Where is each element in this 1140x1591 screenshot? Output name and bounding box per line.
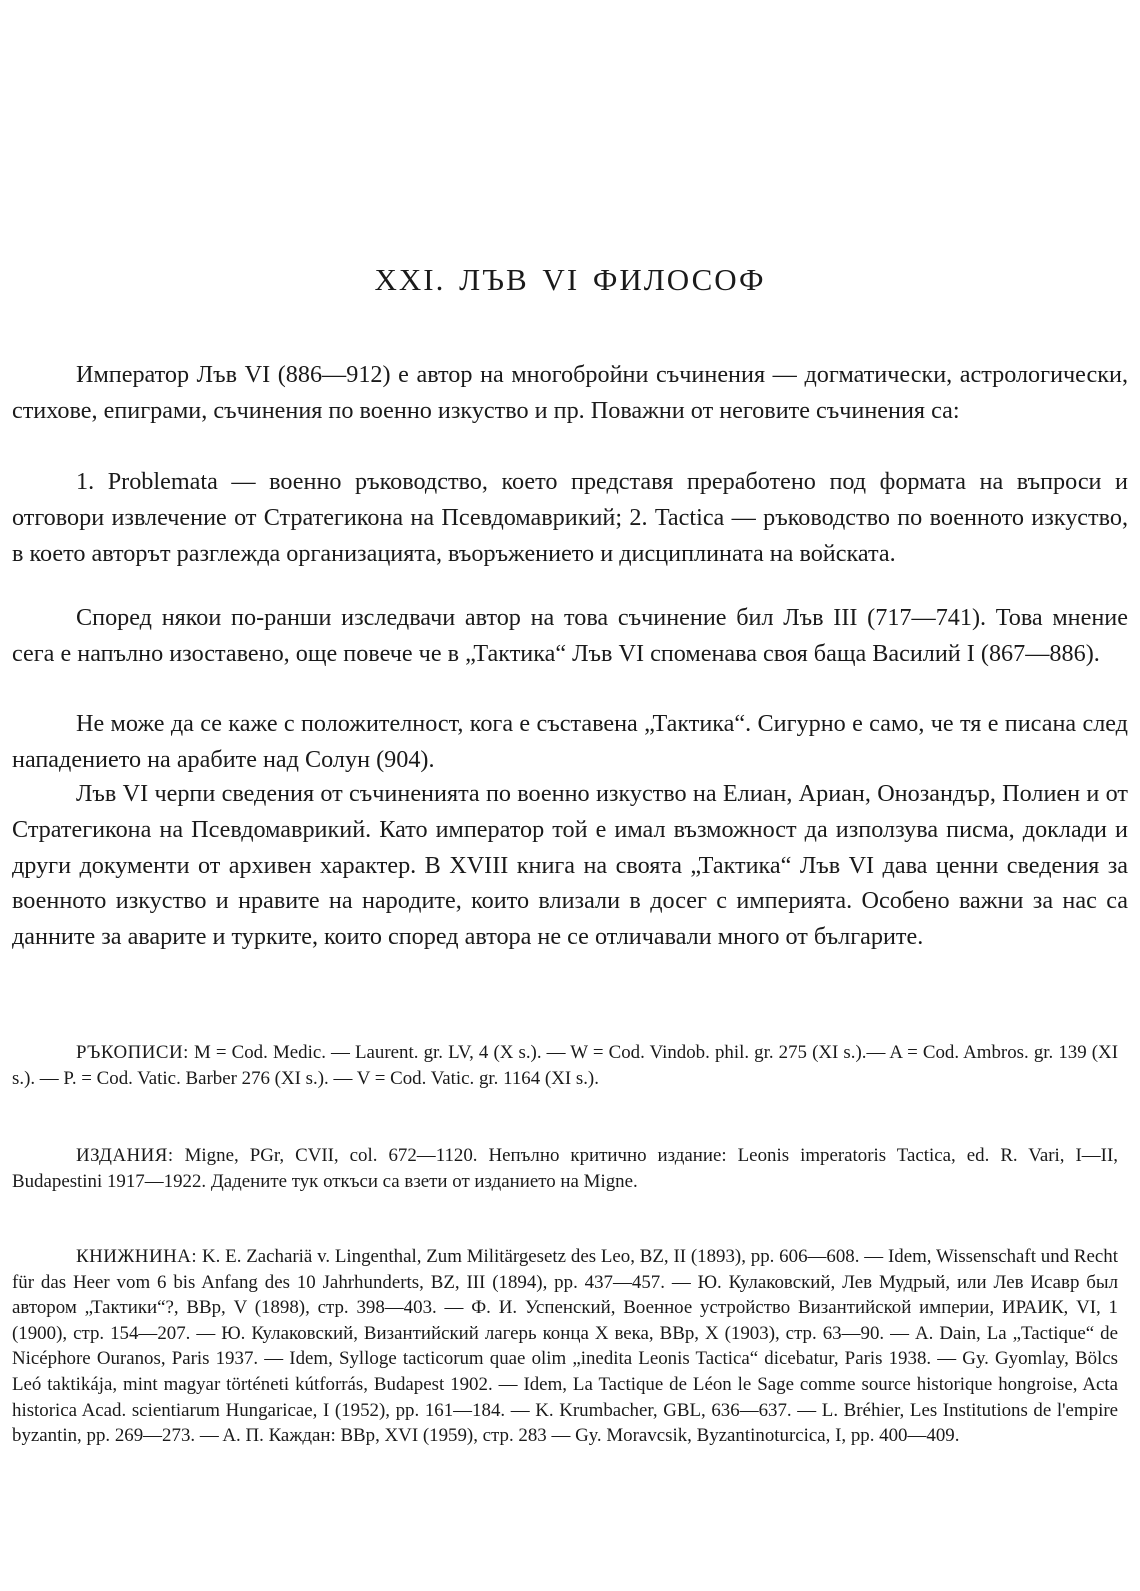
literature-block — [12, 1244, 1118, 1449]
literature-text: K. E. Zachariä v. Lingenthal, Zum Militärgesetz des Leo, BZ, II (1893), pp. 606—608. — Idem, Wissenschaft und Recht für das Heer vom 6 bis Anfang des 10 Jahrhunderts, BZ, III (1894), pp. 437—457. — Ю. Кулаковский, Лев Мудрый, или Лев Исавр был автором „Тактики“?, ВВр, V (1898), стр. 398—403. — Ф. И. Успенский, Военное устройство Византийской империи, ИРАИК, VI, 1 (1900), стр. 154—207. — Ю. Кулаковский, Византийский лагерь конца X века, ВВр, X (1903), стр. 63—90. — A. Dain, La „Tactique“ de Nicéphore Ouranos, Paris 1937. — Idem, Sylloge tacticorum quae olim „inedita Leonis Tactica“ dicebatur, Paris 1938. — Gy. Gyomlay, Bölcs Leó taktikája, mint magyar történeti kútforrás, Budapest 1902. — Idem, La Tactique de Léon le Sage comme source historique hongroise, Acta historica Acad. scientiarum Hungaricae, I (1952), pp. 161—184. — K. Krumbacher, GBL, 636—637. — L. Bréhier, Les Institutions de l'empire byzantin, pp. 269—273. — A. П. Каждан: ВВр, XVI (1959), стр. 283 — Gy. Moravcsik, Byzantinoturcica, I, pp. 400—409. — [12, 1246, 1118, 1447]
manuscripts-text: M = Cod. Medic. — Laurent. gr. LV, 4 (X s.). — W = Cod. Vindob. phil. gr. 275 (XI s.).— A = Cod. Ambros. gr. 139 (XI s.). — P. = Cod. Vatic. Barber 276 (XI s.). — V = Cod. Vatic. gr. 1164 (XI s.). — [12, 1042, 1118, 1090]
literature-label: КНИЖНИНА: — [76, 1246, 198, 1267]
paragraph-works-list: 1. Problemata — военно ръководство, което представя преработено под формата на въпроси и отговори извлечение от Стратегикона на Псевдомаврикий; 2. Tactica — ръководство по военното изкуство, в което авторът разглежда организацията, въоръжението и дисциплината на войската. — [12, 468, 1128, 567]
manuscripts-block — [12, 1040, 1118, 1093]
editions-block — [12, 1143, 1118, 1196]
paragraph-sources: Лъв VI черпи сведения от съчиненията по военно изкуство на Елиан, Ариан, Онозандър, Полиен и от Стратегикона на Псевдомаврикий. Като император той е имал възможност да използува писма, доклади и други документи от архивен характер. В XVIII книга на своята „Тактика“ Лъв VI дава ценни сведения за военното изкуство и нравите на народите, които влизали в досег с империята. Особено важни за нас са данните за аварите и турките, които според автора не се отличавали много от българите. — [12, 780, 1128, 951]
editions-text: Migne, PGr, CVII, col. 672—1120. Непълно критично издание: Leonis imperatoris Tactica, ed. R. Vari, I—II, Budapestini 1917—1922. Дадените тук откъси са взети от изданието на Migne. — [12, 1145, 1118, 1193]
manuscripts-label: РЪКОПИСИ: — [76, 1042, 189, 1063]
editions-label: ИЗДАНИЯ: — [76, 1145, 174, 1166]
paragraph-intro: Император Лъв VI (886—912) е автор на многобройни съчинения — догматически, астрологически, стихове, епиграми, съчинения по военно изкуство и пр. Поважни от неговите съчинения са: — [12, 361, 1128, 424]
paragraph-authorship: Според някои по-ранши изследвачи автор на това съчинение бил Лъв III (717—741). Това мнение сега е напълно изоставено, още повече че в „Тактика“ Лъв VI споменава своя баща Василий I (867—886). — [12, 604, 1128, 667]
paragraph-dating: Не може да се каже с положителност, кога е съставена „Тактика“. Сигурно е само, че тя е писана след нападението на арабите над Солун (904). — [12, 710, 1128, 773]
chapter-title: XXI. ЛЪВ VI ФИЛОСОФ — [374, 262, 766, 297]
